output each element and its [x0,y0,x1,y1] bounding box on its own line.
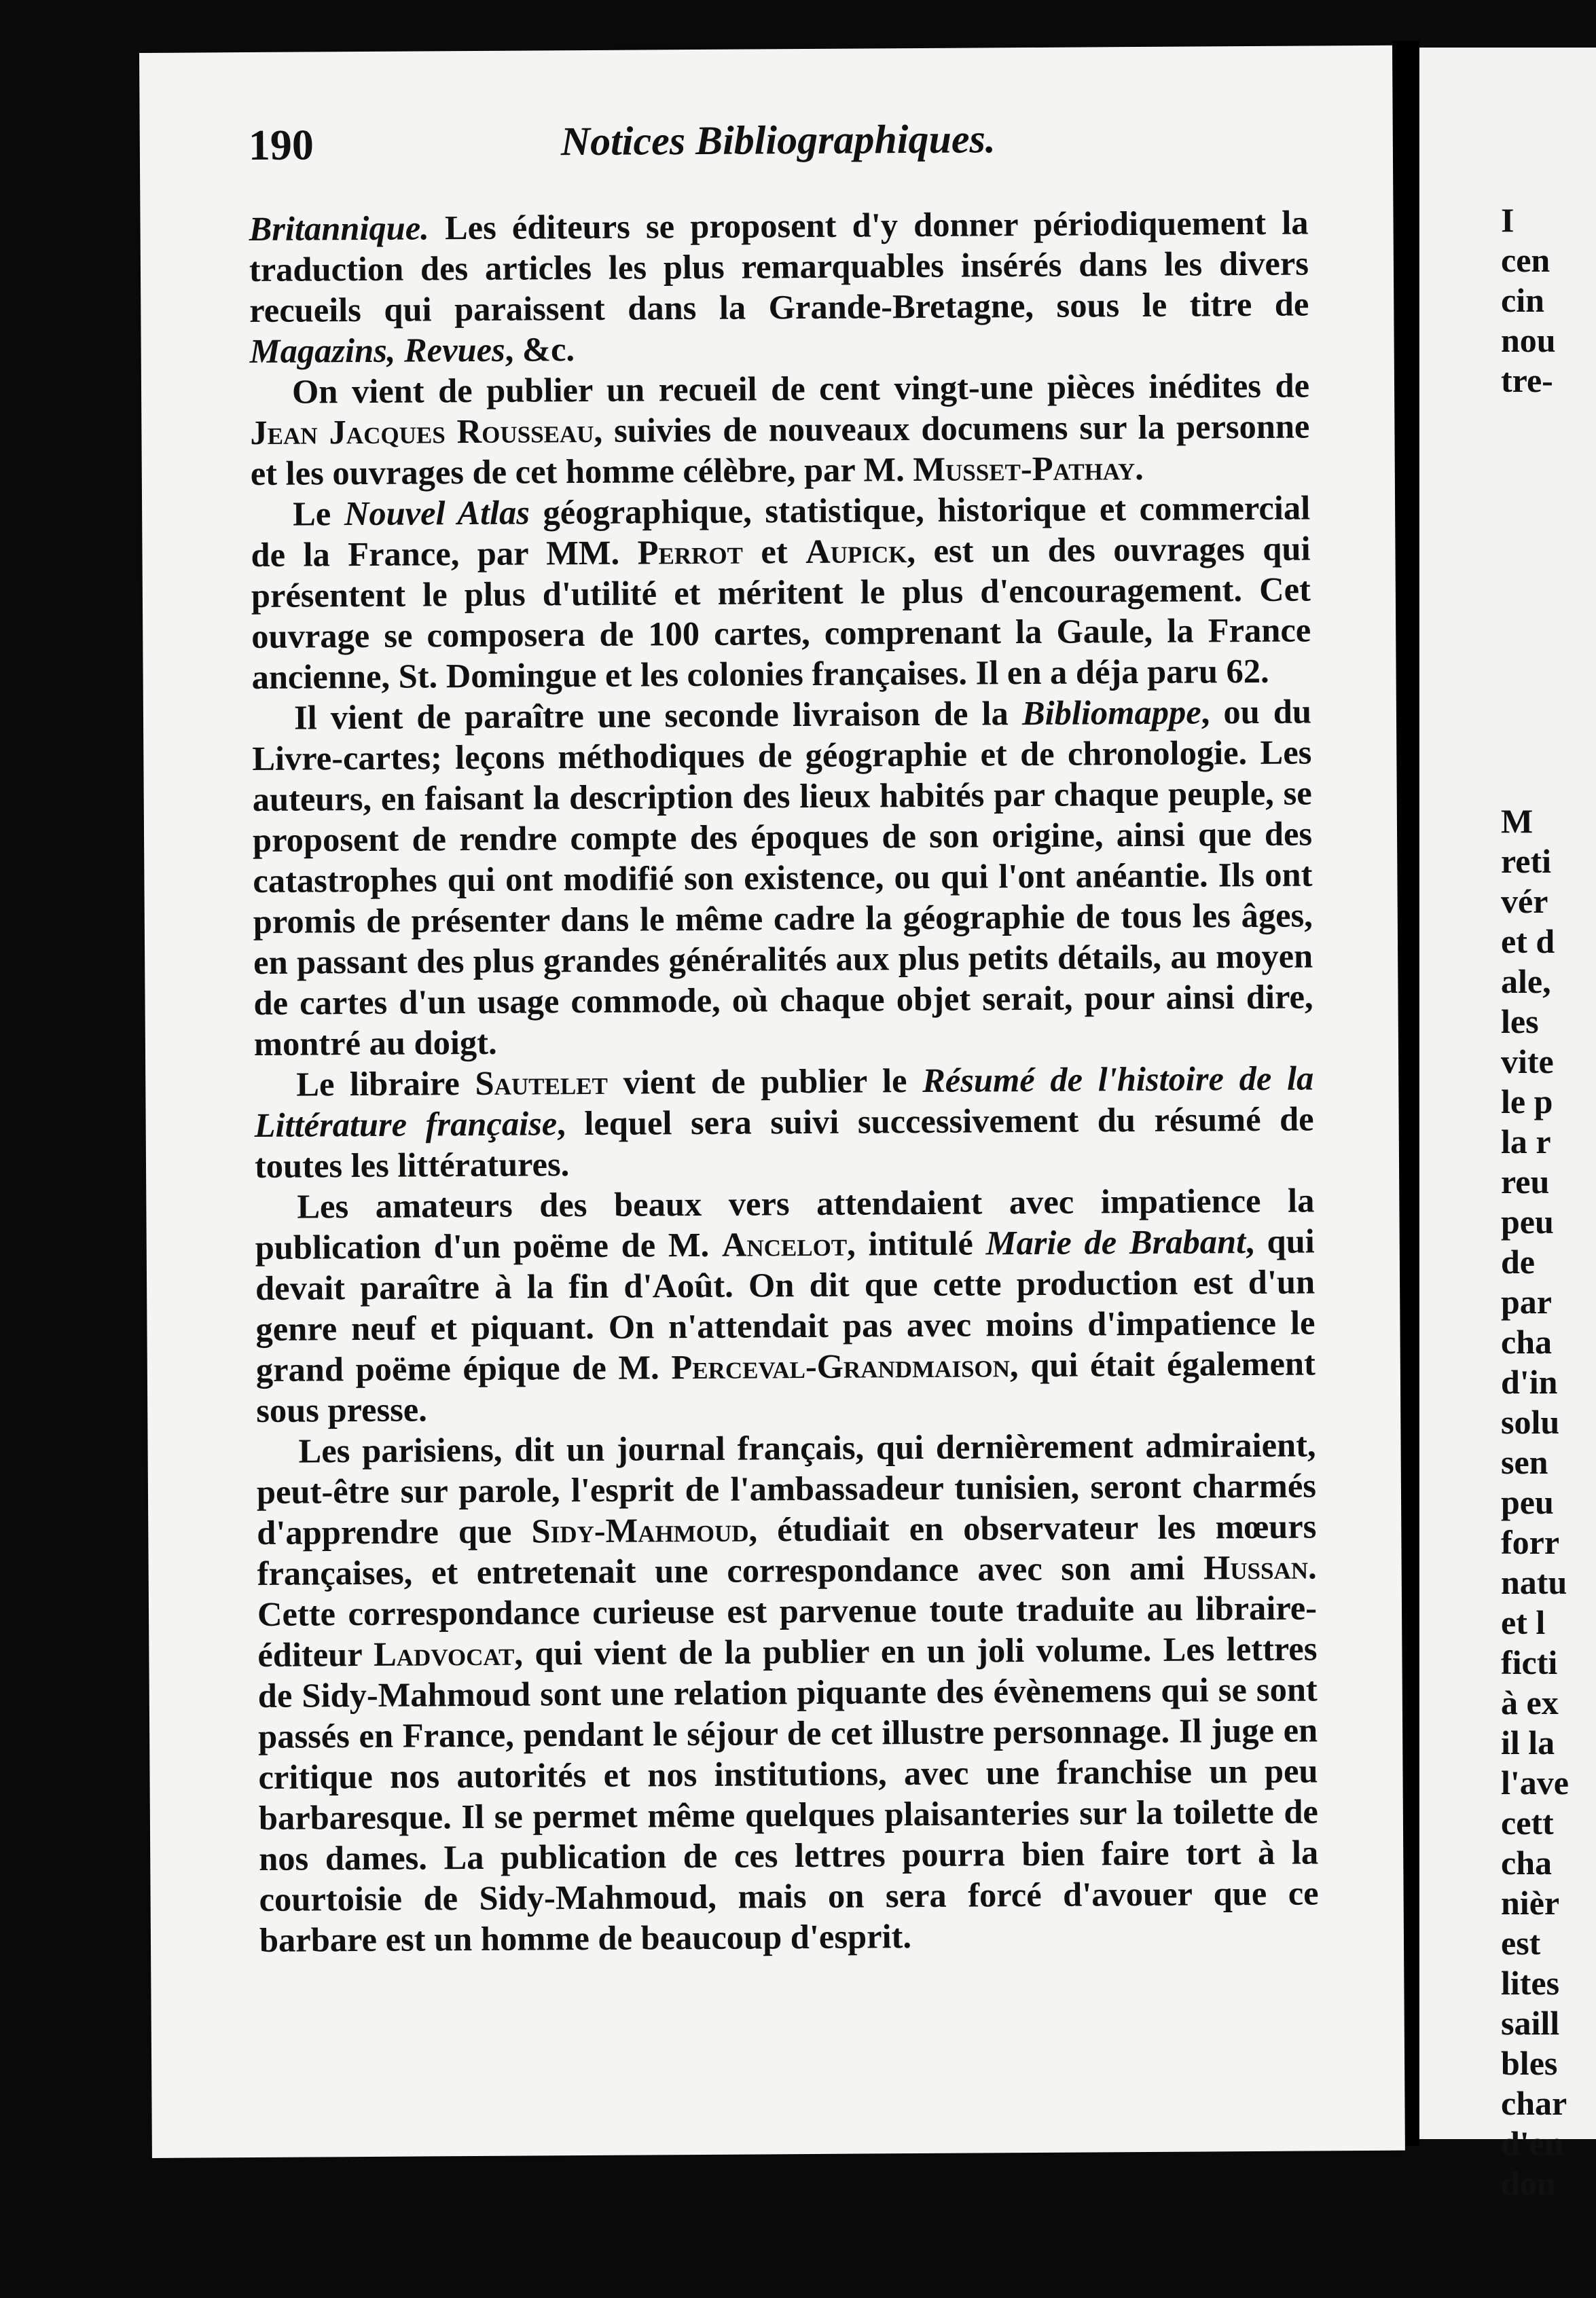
italic-title: Britannique. [249,208,429,249]
right-line-fragment: lites [1501,1964,1560,2002]
proper-name: Sautelet [475,1063,609,1103]
right-line-fragment: cha [1501,1323,1552,1361]
right-line-fragment: la r [1501,1123,1551,1161]
right-line-fragment: vite [1501,1042,1554,1080]
text-run: vient de publier le [607,1061,923,1101]
text-run: Le libraire [296,1064,475,1104]
right-line-fragment: sen [1501,1443,1548,1481]
right-line-fragment: ale, [1501,962,1551,1000]
paragraph [254,1057,1314,1186]
right-line-fragment: à ex [1501,1683,1559,1721]
text-run: , suivies de nouveaux documens sur la personne et les ouvrages de cet homme célèbre, par M. [250,407,1310,493]
proper-name: Perrot [637,532,744,572]
right-line-fragment: cett [1501,1804,1554,1842]
right-line-fragment: forr [1501,1523,1560,1561]
text-run: , &c. [505,330,575,369]
text-run: et [742,532,806,571]
right-line-fragment: cha [1501,1844,1552,1882]
text-run: . [1134,448,1144,488]
paragraph [252,691,1313,1064]
right-line-fragment: peu [1501,1203,1554,1241]
right-line-fragment: et d [1501,922,1555,960]
right-line-fragment: char [1501,2084,1567,2122]
right-line-fragment: d'en [1501,2124,1563,2162]
text-run: , intitulé [846,1224,986,1263]
paragraph [249,202,1309,371]
right-line-fragment: peu [1501,1483,1554,1521]
proper-name: Ancelot [721,1224,848,1264]
paragraph [251,487,1311,697]
right-line-fragment: reu [1501,1163,1550,1201]
right-line-fragment: nièr [1501,1884,1560,1922]
right-line-fragment: le p [1501,1082,1553,1120]
text-run: , lequel sera suivi successivement du résumé de toutes les littératures. [254,1099,1314,1185]
proper-name: Ladvocat [373,1634,515,1673]
text-body [249,202,1319,1960]
text-run: , qui devait paraître à la fin d'Août. On dit que cette production est d'un genre neuf et piquant. On n'attendait pas avec moins d'impatience le grand poëme épique de M. [255,1222,1316,1389]
paragraph [250,365,1310,494]
running-head [249,113,1309,181]
proper-name: Perceval-Grandmaison [671,1346,1011,1387]
italic-title: Nouvel Atlas [344,493,530,533]
right-line-fragment: de [1501,1243,1535,1281]
text-run: Les parisiens, dit un journal français, qui dernièrement admiraient, peut-être sur parole, l'esprit de l'ambassadeur tunisien, seront charmés d'apprendre que [256,1425,1317,1552]
text-run: , qui vient de la publier en un joli volume. Les lettres de Sidy-Mahmoud sont une relation piquante des évènemens qui se sont passés en France, pendant le séjour de cet illustre personnage. Il juge en critique nos autorités et nos institutions, avec une franchise un peu barbaresque. Il se permet même quelques plaisanteries sur la toilette de nos dames. La publication de ces lettres pourra bien faire tort à la courtoisie de Sidy-Mahmoud, mais on sera forcé d'avouer que ce barbare est un homme de beaucoup d'esprit. [257,1629,1319,1959]
text-run: , est un des ouvrages qui présentent le plus d'utilité et méritent le plus d'encouragement. Cet ouvrage se composera de 100 cartes, comprenant la Gaule, la France ancienne, St. Domingue et les colonies françaises. Il en a déja paru 62. [251,529,1311,697]
right-line-fragment: par [1501,1283,1552,1321]
proper-name: Sidy-Mahmoud [531,1510,749,1550]
text-run: Le [292,494,345,533]
proper-name: Hussan [1203,1548,1309,1587]
italic-title: Magazins, Revues [249,330,505,371]
page-number: 190 [248,120,314,170]
proper-name: Aupick [805,532,907,571]
right-line-fragment: M [1501,802,1534,840]
text-run: . Cette correspondance curieuse est parvenue toute traduite au libraire-éditeur [257,1548,1318,1674]
right-line-fragment: et l [1501,1603,1546,1641]
italic-title: Marie de Brabant [985,1222,1246,1262]
proper-name: Jean Jacques Rousseau [250,411,594,452]
right-line-fragment: natu [1501,1563,1567,1601]
right-page-fragment [1419,48,1596,2202]
text-run: , étudiait en observateur les mœurs françaises, et entretenait une correspondance avec son ami [257,1507,1317,1592]
right-line-fragment: cen [1501,241,1550,279]
text-run: , qui était également sous presse. [256,1344,1316,1429]
right-line-fragment: les [1501,1002,1539,1040]
text-run: , ou du Livre-cartes; leçons méthodiques de géographie et de chronologie. Les auteurs, en faisant la description des lieux habités par chaque peuple, se proposent de rendre compte des époques de son origine, ainsi que des catastrophes qui ont modifié son existence, ou qui l'ont anéantie. Ils ont promis de présenter dans le même cadre la géographie de tous les âges, en passant des plus grandes généralités aux plus petits détails, au moyen de cartes d'un usage commode, où chaque objet serait, pour ainsi dire, montré au doigt. [252,692,1313,1063]
right-line-fragment: cin [1501,281,1544,319]
italic-title: Bibliomappe [1021,693,1201,733]
right-line-fragment: il la [1501,1724,1555,1762]
right-line-fragment: vér [1501,882,1548,920]
paragraph [255,1180,1316,1431]
right-line-fragment: reti [1501,842,1552,880]
italic-title: Résumé de l'histoire de la Littérature française [254,1059,1314,1144]
right-line-fragment: l'ave [1501,1764,1569,1802]
running-title: Notices Bibliographiques. [560,116,996,164]
right-line-fragment: tre- [1501,361,1553,399]
text-run: On vient de publier un recueil de cent vingt-une pièces inédites de [291,366,1310,411]
right-line-fragment: don [1501,2164,1556,2202]
text-run: Les amateurs des beaux vers attendaient avec impatience la publication d'un poëme de M. [255,1181,1315,1266]
right-line-fragment: I [1501,201,1515,239]
proper-name: Musset-Pathay [913,449,1136,489]
right-line-fragment: solu [1501,1403,1560,1441]
right-page-text [1501,200,1569,2204]
text-run: Il vient de paraître une seconde livraison de la [293,694,1023,737]
right-gap [1501,401,1569,801]
right-line-fragment: est [1501,1924,1541,1962]
right-line-fragment: nou [1501,321,1556,359]
left-page [139,45,1405,2158]
right-line-fragment: d'in [1501,1363,1558,1401]
right-line-fragment: ficti [1501,1643,1558,1681]
text-run: géographique, statistique, historique et commercial de la France, par MM. [251,488,1311,574]
text-run: Les éditeurs se proposent d'y donner périodiquement la traduction des articles les plus remarquables insérés dans les divers recueils qui paraissent dans la Grande-Bretagne, sous le titre de [249,203,1309,330]
right-line-fragment: saill [1501,2004,1560,2042]
paragraph [256,1424,1319,1960]
right-line-fragment: bles [1501,2044,1558,2082]
